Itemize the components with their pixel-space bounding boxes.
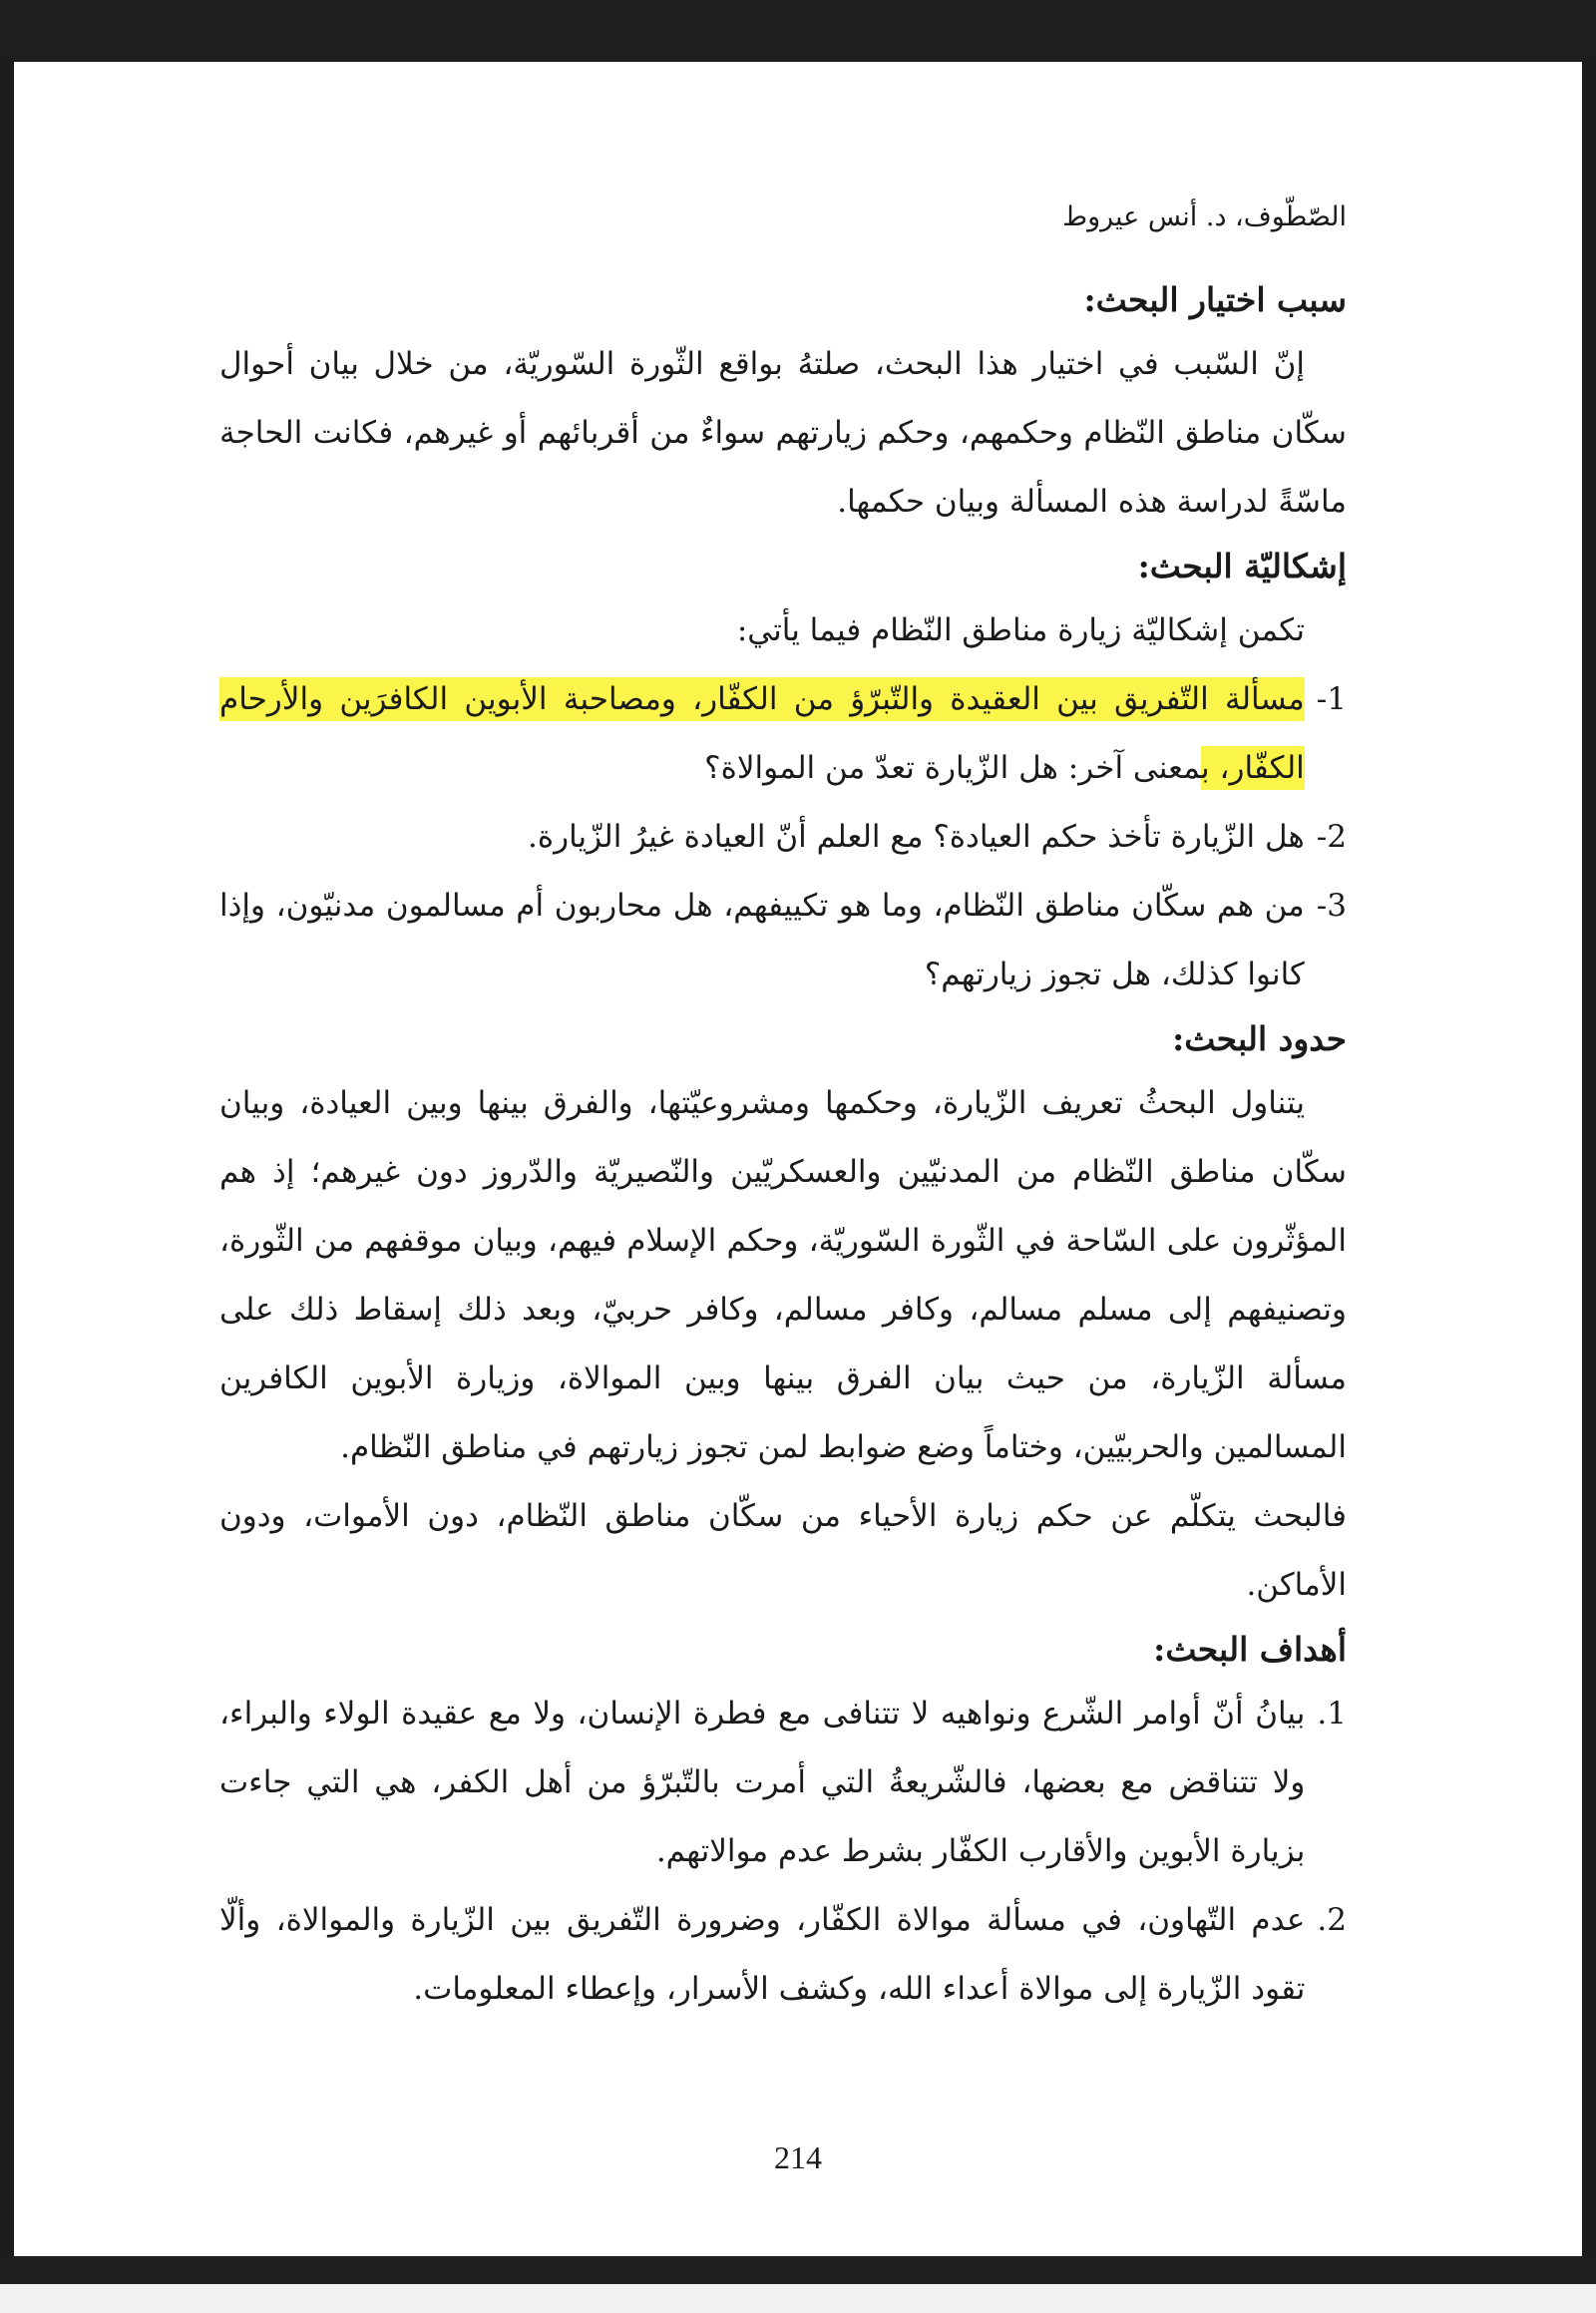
section-reason: [219, 270, 1347, 537]
problem-item-text: من هم سكّان مناطق النّظام، وما هو تكييفهم، هل محاربون أم مسالمون مدنيّون، وإذا كانوا كذلك، هل تجوز زيارتهم؟: [219, 888, 1305, 992]
page-content: [219, 201, 1347, 2024]
section-paragraph-reason: إنّ السّبب في اختيار هذا البحث، صلتهُ بواقع الثّورة السّوريّة، من خلال بيان أحوال سكّان مناطق النّظام وحكمهم، وحكم زيارتهم سواءٌ من أقربائهم أو غيرهم، فكانت الحاجة ماسّةً لدراسة هذه المسألة وبيان حكمها.: [219, 346, 1347, 520]
highlighted-text: مسألة التّفريق بين العقيدة والتّبرّؤ من الكفّار، ومصاحبة الأبوين الكافرَين والأرحام الكفّار، ب: [219, 677, 1305, 790]
section-heading-problem: إشكاليّة البحث:: [1137, 547, 1347, 585]
goal-item-text: عدم التّهاون، في مسألة موالاة الكفّار، وضرورة التّفريق بين الزّيارة والموالاة، وألّا تقود الزّيارة إلى موالاة أعداء الله، وكشف الأسرار، وإعطاء المعلومات.: [219, 1902, 1306, 2007]
goal-item-number: 2.: [1317, 1902, 1347, 1938]
goal-item-2: [219, 1886, 1347, 2024]
section-limits: [219, 1009, 1347, 1620]
problem-item-text: [219, 665, 1305, 803]
section-goals: [219, 1620, 1347, 2024]
section-paragraph-limits: يتناول البحثُ تعريف الزّيارة، وحكمها ومشروعيّتها، والفرق بينها وبين العيادة، وبيان سكّان مناطق النّظام من المدنيّين والعسكريّين والنّصيريّة والدّروز دون غيرهم؛ إذ هم المؤثّرون على السّاحة في الثّورة السّوريّة، وحكم الإسلام فيهم، وبيان موقفهم من الثّورة، وتصنيفهم إلى مسلم مسالم، وكافر مسالم، وكافر حربيّ، وبعد ذلك إسقاط ذلك على مسألة الزّيارة، من حيث بيان الفرق بينها وبين الموالاة، وزيارة الأبوين الكافرين المسالمين والحربيّين، وختاماً وضع ضوابط لمن تجوز زيارتهم في مناطق النّظام.: [219, 1085, 1347, 1465]
section-heading-reason: سبب اختيار البحث:: [1083, 280, 1347, 319]
running-head: الصّطّوف، د. أنس عيروط: [1062, 201, 1347, 232]
problem-item-3: [219, 872, 1347, 1009]
problem-item-2: [219, 803, 1347, 872]
top-dark-border: [0, 0, 1596, 62]
limits-note: فالبحث يتكلّم عن حكم زيارة الأحياء من سكّان مناطق النّظام، دون الأموات، ودون الأماكن.: [219, 1498, 1347, 1603]
next-page-edge: [0, 2284, 1596, 2313]
problem-item-number: 1-: [1316, 681, 1347, 717]
goal-item-1: [219, 1680, 1347, 1886]
goal-item-number: 1.: [1317, 1696, 1347, 1732]
problem-item-text-rest: معنى آخر: هل الزّيارة تعدّ من الموالاة؟: [704, 750, 1202, 786]
section-heading-goals: أهداف البحث:: [1153, 1630, 1347, 1669]
page-number: 214: [774, 2139, 822, 2175]
section-problem: [219, 537, 1347, 1009]
goal-item-text: بيانُ أنّ أوامر الشّرع ونواهيه لا تتنافى مع فطرة الإنسان، ولا مع عقيدة الولاء والبراء، ولا تتناقض مع بعضها، فالشّريعةُ التي أمرت بالتّبرّؤ من أهل الكفر، هي التي جاءت بزيارة الأبوين والأقارب الكفّار بشرط عدم موالاتهم.: [219, 1696, 1306, 1869]
document-page: [14, 62, 1582, 2256]
problem-item-1: [219, 665, 1347, 803]
problem-item-number: 3-: [1316, 888, 1347, 924]
problem-item-text: هل الزّيارة تأخذ حكم العيادة؟ مع العلم أنّ العيادة غيرُ الزّيارة.: [528, 819, 1305, 855]
section-heading-limits: حدود البحث:: [1172, 1019, 1347, 1058]
problem-item-number: 2-: [1316, 819, 1347, 855]
problem-intro: تكمن إشكاليّة زيارة مناطق النّظام فيما يأتي:: [736, 612, 1305, 648]
